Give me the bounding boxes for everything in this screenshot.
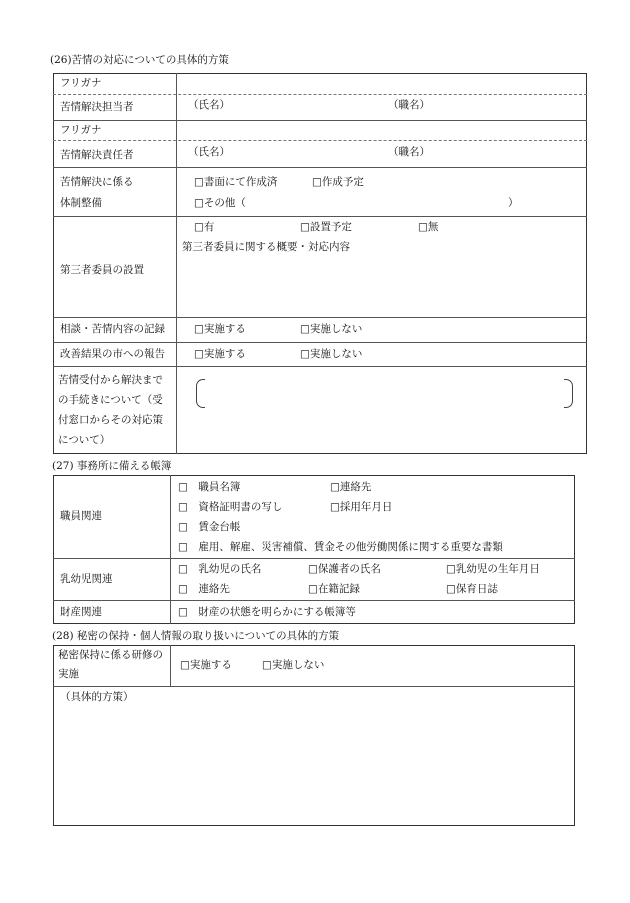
procedure-label: 苦情受付から解決までの手続きについて（受付窓口からその対応策について） (58, 374, 163, 446)
child-contact-checkbox[interactable]: □ 連絡先 (178, 583, 230, 595)
training-not-implement-checkbox[interactable]: □実施しない (262, 659, 325, 671)
nursery-diary-checkbox[interactable]: □保育日誌 (446, 583, 498, 595)
responsible-post-field[interactable]: （職名） (388, 146, 430, 158)
officer-name-field[interactable]: （氏名） (188, 99, 230, 111)
third-party-yes-checkbox[interactable]: □有 (194, 221, 215, 233)
responsible-label: 苦情解決責任者 (60, 149, 134, 161)
staff-certificate-checkbox[interactable]: □ 資格証明書の写し (178, 501, 283, 513)
furigana-label-1: フリガナ (60, 77, 102, 89)
written-created-checkbox[interactable]: □書面にて作成済 (194, 176, 278, 188)
report-not-implement-checkbox[interactable]: □実施しない (300, 348, 363, 360)
system-label-1: 苦情解決に係る (60, 176, 134, 188)
third-party-label: 第三者委員の設置 (60, 264, 144, 276)
staff-labor-docs-checkbox[interactable]: □ 雇用、解雇、災害補償、賃金その他労働関係に関する重要な書類 (178, 541, 503, 553)
officer-post-field[interactable]: （職名） (388, 99, 430, 111)
training-label: 秘密保持に係る研修の実施 (58, 649, 163, 680)
staff-wage-ledger-checkbox[interactable]: □ 賃金台帳 (178, 521, 241, 533)
child-birthdate-checkbox[interactable]: □乳幼児の生年月日 (446, 563, 540, 575)
specific-measures-label: （具体的方策） (60, 691, 134, 703)
third-party-planned-checkbox[interactable]: □設置予定 (300, 221, 352, 233)
child-name-checkbox[interactable]: □ 乳幼児の氏名 (178, 563, 262, 575)
officer-label: 苦情解決担当者 (60, 101, 134, 113)
asset-ledger-checkbox[interactable]: □ 財産の状態を明らかにする帳簿等 (178, 606, 356, 618)
staff-register-checkbox[interactable]: □ 職員名簿 (178, 481, 241, 493)
third-party-none-checkbox[interactable]: □無 (418, 221, 439, 233)
third-party-detail-label: 第三者委員に関する概要・対応内容 (182, 241, 350, 253)
furigana-label-2: フリガナ (60, 124, 102, 136)
procedure-input-area[interactable] (208, 379, 562, 406)
training-implement-checkbox[interactable]: □実施する (180, 659, 232, 671)
staff-label: 職員関連 (60, 510, 102, 522)
record-not-implement-checkbox[interactable]: □実施しない (300, 323, 363, 335)
record-label: 相談・苦情内容の記録 (60, 323, 165, 335)
child-label: 乳幼児関連 (60, 573, 113, 585)
section-26-title: (26)苦情の対応についての具体的方策 (50, 54, 229, 66)
report-label: 改善結果の市への報告 (60, 348, 165, 360)
specific-measures-input-area[interactable] (56, 708, 572, 823)
staff-contact-checkbox[interactable]: □連絡先 (330, 481, 372, 493)
other-close-paren: ） (508, 197, 519, 209)
section-28-title: (28) 秘密の保持・個人情報の取り扱いについての具体的方策 (52, 630, 340, 642)
record-implement-checkbox[interactable]: □実施する (194, 323, 246, 335)
procedure-bracket-right (564, 379, 573, 408)
responsible-name-field[interactable]: （氏名） (188, 146, 230, 158)
procedure-bracket-left (196, 379, 205, 408)
guardian-name-checkbox[interactable]: □保護者の氏名 (308, 563, 381, 575)
asset-label: 財産関連 (60, 606, 102, 618)
enrollment-record-checkbox[interactable]: □在籍記録 (308, 583, 360, 595)
section-27-title: (27) 事務所に備える帳簿 (52, 460, 172, 472)
other-checkbox[interactable]: □その他（ (194, 197, 246, 209)
planned-checkbox[interactable]: □作成予定 (312, 176, 364, 188)
staff-hire-date-checkbox[interactable]: □採用年月日 (330, 501, 393, 513)
system-label-2: 体制整備 (60, 197, 102, 209)
report-implement-checkbox[interactable]: □実施する (194, 348, 246, 360)
